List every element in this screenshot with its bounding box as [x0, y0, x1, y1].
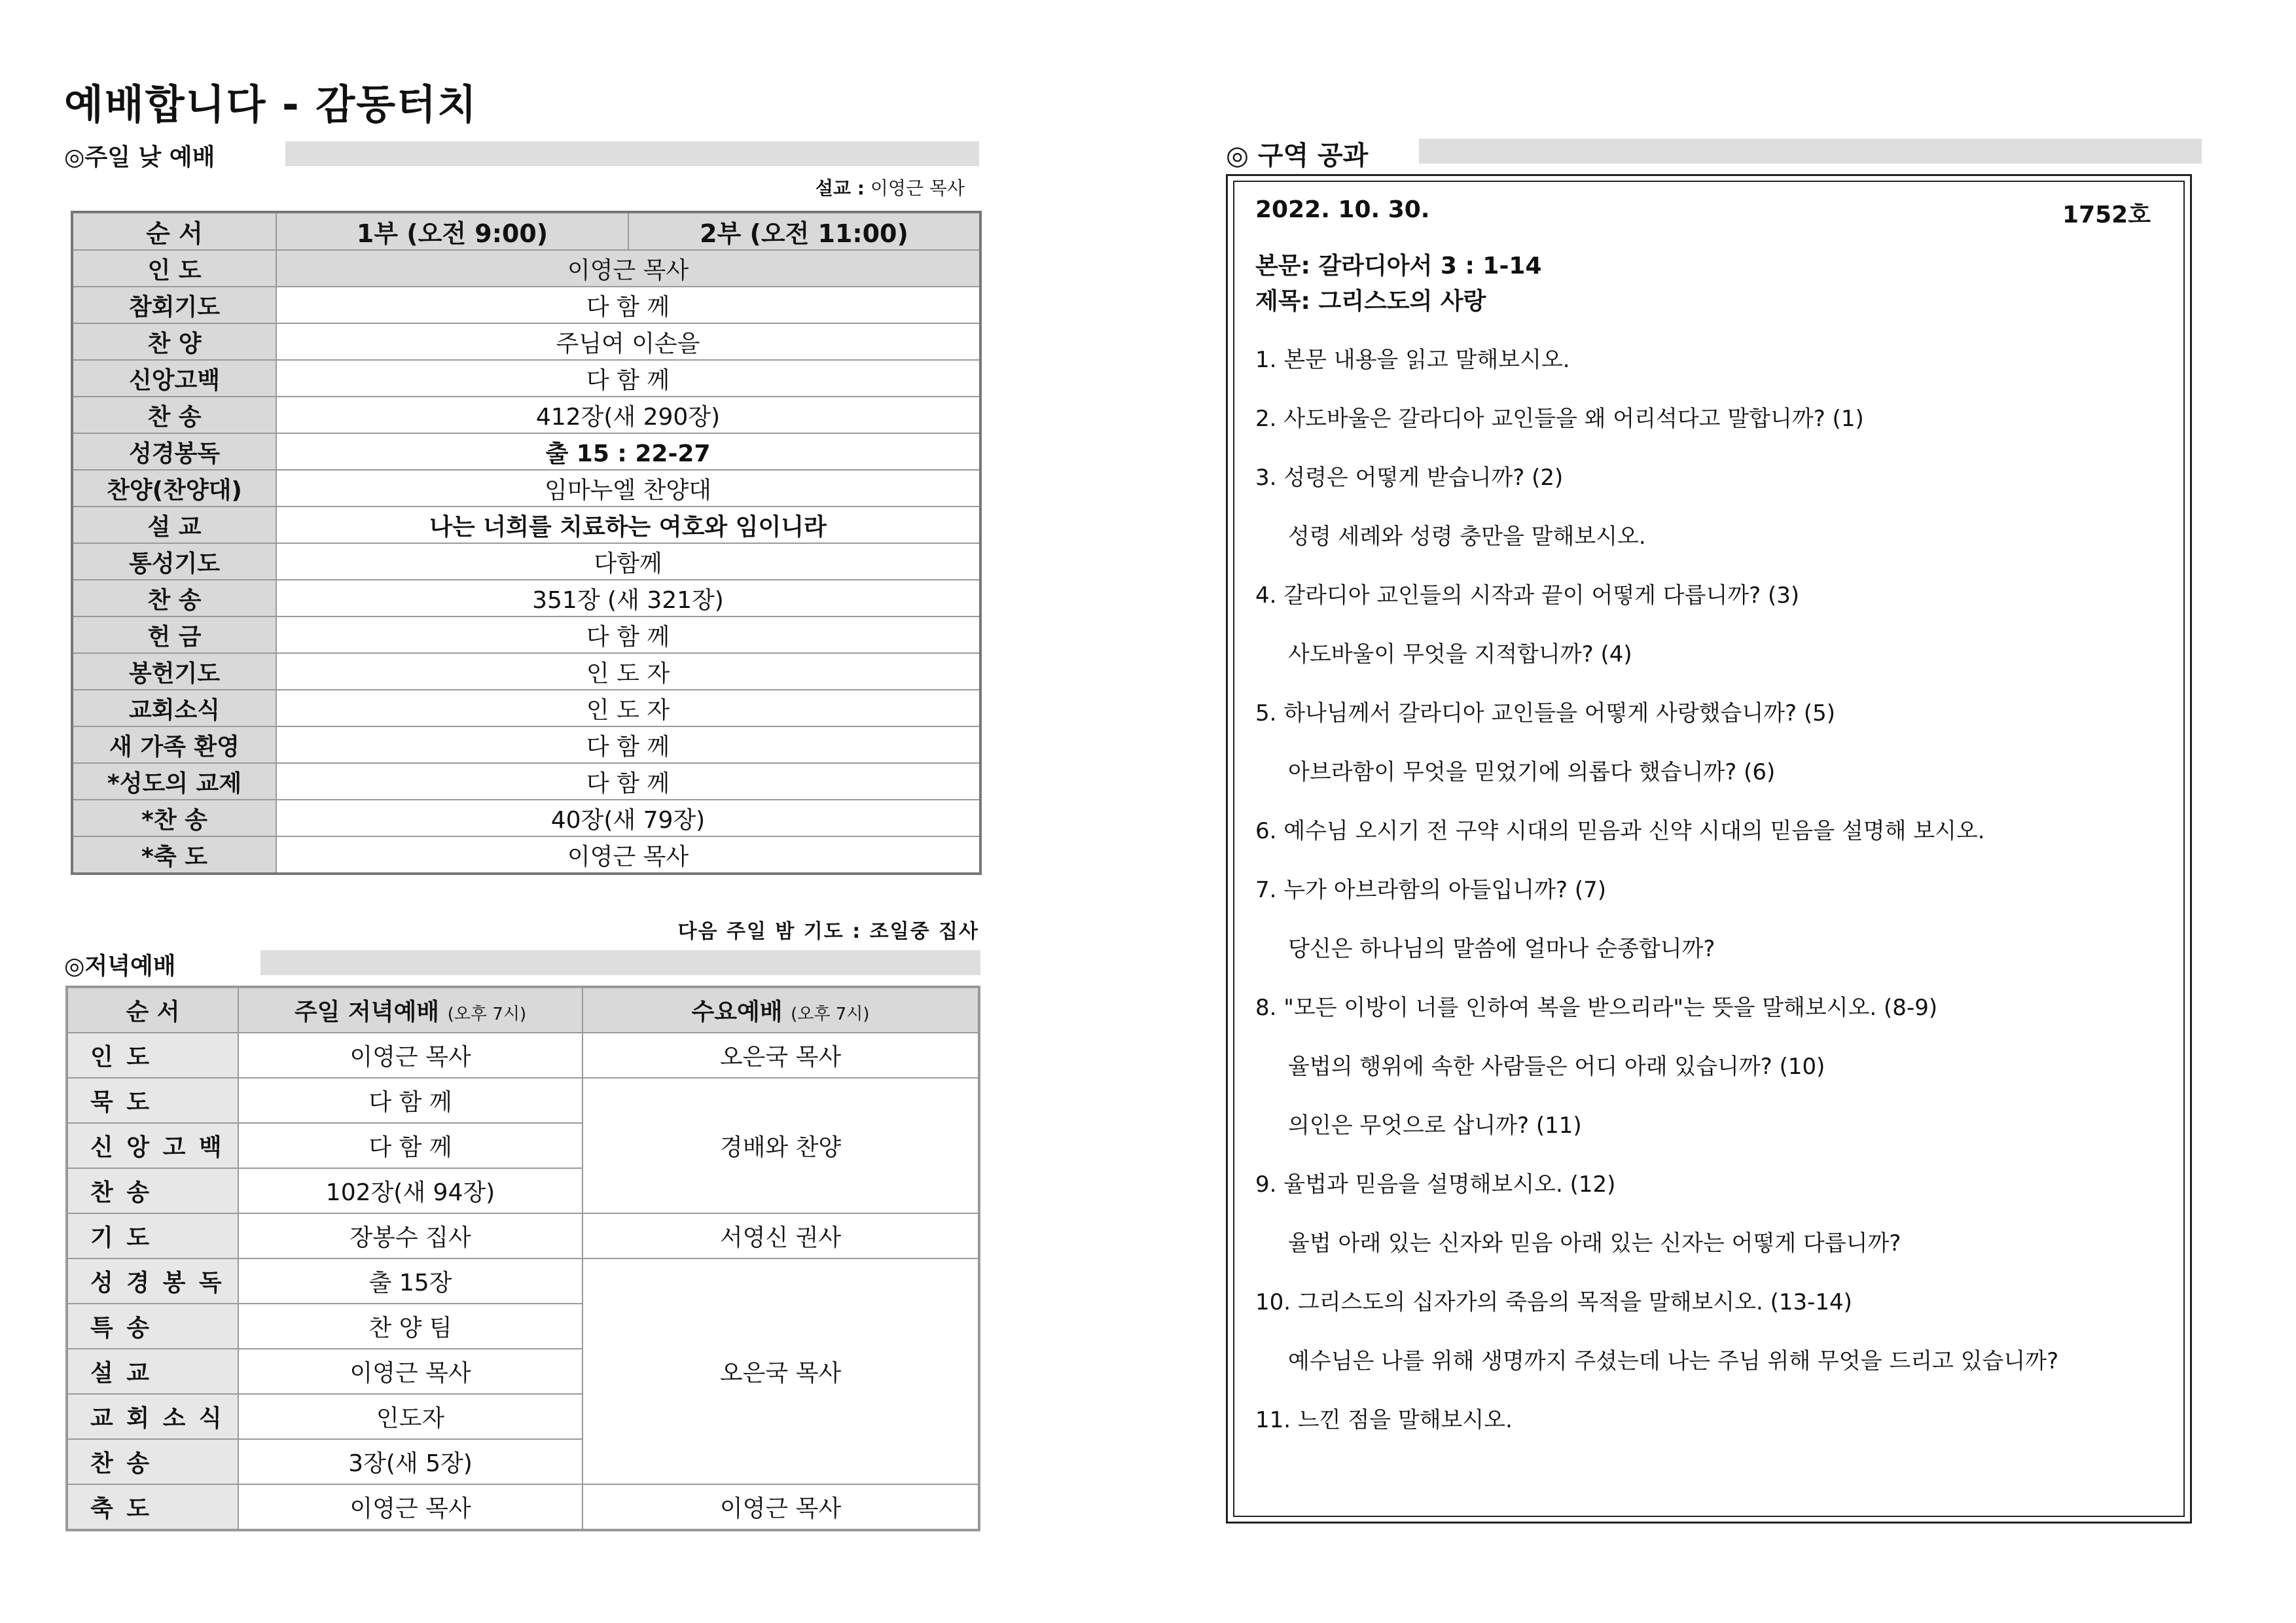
- question-subitem: 사도바울이 무엇을 지적합니까? (4): [1288, 641, 1632, 668]
- row-value: 임마누엘 찬양대: [276, 470, 980, 507]
- header-order: 순 서: [72, 212, 276, 250]
- question-item: 8. "모든 이방이 너를 인하여 복을 받으리라"는 뜻을 말해보시오. (8-9): [1255, 995, 1938, 1021]
- table-row: [67, 1258, 979, 1304]
- row-label: 참회기도: [72, 287, 276, 323]
- table-row: [72, 323, 980, 360]
- row-value: 이영근 목사: [276, 250, 980, 287]
- question-item: 3. 성령은 어떻게 받습니까? (2): [1255, 465, 1564, 491]
- preacher-label: 설교 :: [815, 177, 865, 199]
- question-item: 2. 사도바울은 갈라디아 교인들을 왜 어리석다고 말합니까? (1): [1255, 406, 1864, 432]
- row-sunday-value: 이영근 목사: [238, 1484, 583, 1530]
- row-value: 이영근 목사: [276, 836, 980, 874]
- row-sunday-value: 인도자: [238, 1394, 583, 1439]
- row-label: 교회소식: [72, 690, 276, 726]
- table-row: [72, 836, 980, 874]
- row-value: 주님여 이손을: [276, 323, 980, 360]
- row-value: 출 15 : 22-27: [276, 433, 980, 470]
- row-value: 351장 (새 321장): [276, 580, 980, 616]
- next-sunday-prayer: 다음 주일 밤 기도 : 조일중 집사: [677, 920, 979, 943]
- table-row: [67, 1078, 979, 1123]
- table-row: [72, 287, 980, 323]
- row-sunday-value: 102장(새 94장): [238, 1168, 583, 1213]
- table-row: [72, 507, 980, 543]
- row-label: 묵 도: [67, 1078, 238, 1123]
- row-label: 특 송: [67, 1304, 238, 1349]
- question-subitem: 율법의 행위에 속한 사람들은 어디 아래 있습니까? (10): [1288, 1054, 1825, 1080]
- row-sunday-value: 3장(새 5장): [238, 1439, 583, 1484]
- question-item: 4. 갈라디아 교인들의 시작과 끝이 어떻게 다릅니까? (3): [1255, 582, 1800, 609]
- row-label: 기 도: [67, 1213, 238, 1258]
- row-label: 찬 송: [67, 1439, 238, 1484]
- question-item: 7. 누가 아브라함의 아들입니까? (7): [1255, 877, 1607, 903]
- row-label: 성 경 봉 독: [67, 1258, 238, 1304]
- table-header-row: [72, 212, 980, 250]
- table-row: [72, 470, 980, 507]
- row-label: 교 회 소 식: [67, 1394, 238, 1439]
- table-row: [72, 360, 980, 397]
- row-label: *축 도: [72, 836, 276, 874]
- row-value: 인 도 자: [276, 653, 980, 690]
- row-label: 인 도: [72, 250, 276, 287]
- section-divider-bar: [1419, 139, 2202, 164]
- preacher-name: 이영근 목사: [870, 177, 965, 199]
- table-row: [72, 763, 980, 800]
- table-row: [72, 580, 980, 616]
- table-row: [72, 800, 980, 836]
- question-subitem: 의인은 무엇으로 삽니까? (11): [1288, 1113, 1582, 1139]
- row-wednesday-value: 서영신 권사: [583, 1213, 979, 1258]
- table-row: [67, 1213, 979, 1258]
- row-sunday-value: 이영근 목사: [238, 1349, 583, 1394]
- row-sunday-value: 다 함 께: [238, 1078, 583, 1123]
- row-value: 인 도 자: [276, 690, 980, 726]
- row-label: 찬 양: [72, 323, 276, 360]
- table-row: [72, 653, 980, 690]
- question-subitem: 성령 세례와 성령 충만을 말해보시오.: [1288, 524, 1646, 550]
- table-row: [67, 1033, 979, 1078]
- header-wednesday: [583, 987, 979, 1033]
- table-row: [72, 397, 980, 433]
- header-wednesday-time: (오후 7시): [791, 1005, 870, 1024]
- row-label: 찬 송: [67, 1168, 238, 1213]
- row-label: 통성기도: [72, 543, 276, 580]
- row-sunday-value: 다 함 께: [238, 1123, 583, 1168]
- header-sunday-evening: [238, 987, 583, 1033]
- row-label: 성경봉독: [72, 433, 276, 470]
- table-row: [72, 433, 980, 470]
- question-item: 1. 본문 내용을 읽고 말해보시오.: [1255, 347, 1570, 373]
- lesson-subject: 제목: 그리스도의 사랑: [1255, 288, 1486, 315]
- row-wednesday-value: 오은국 목사: [583, 1258, 979, 1484]
- question-subitem: 당신은 하나님의 말씀에 얼마나 순종합니까?: [1288, 936, 1715, 962]
- question-subitem: 아브라함이 무엇을 믿었기에 의롭다 했습니까? (6): [1288, 759, 1776, 785]
- table-row: [67, 1484, 979, 1530]
- question-item: 11. 느낀 점을 말해보시오.: [1255, 1407, 1513, 1433]
- question-subitem: 율법 아래 있는 신자와 믿음 아래 있는 신자는 어떻게 다릅니까?: [1288, 1230, 1901, 1257]
- row-value: 다함께: [276, 543, 980, 580]
- evening-worship-heading: ◎저녁예배: [64, 953, 176, 980]
- row-label: 찬양(찬양대): [72, 470, 276, 507]
- sunday-order-table: [71, 211, 982, 875]
- question-item: 9. 율법과 믿음을 설명해보시오. (12): [1255, 1171, 1616, 1198]
- row-sunday-value: 장봉수 집사: [238, 1213, 583, 1258]
- row-value: 412장(새 290장): [276, 397, 980, 433]
- question-subitem: 예수님은 나를 위해 생명까지 주셨는데 나는 주님 위해 무엇을 드리고 있습니까?: [1288, 1348, 2059, 1374]
- table-row: [72, 616, 980, 653]
- row-wednesday-value: 경배와 찬양: [583, 1078, 979, 1213]
- row-label: 찬 송: [72, 580, 276, 616]
- row-wednesday-value: 이영근 목사: [583, 1484, 979, 1530]
- row-label: 신앙고백: [72, 360, 276, 397]
- page-title: 예배합니다 - 감동터치: [64, 80, 478, 128]
- lesson-scripture: 본문: 갈라디아서 3 : 1-14: [1255, 253, 1542, 279]
- section-divider-bar: [260, 950, 980, 975]
- row-wednesday-value: 오은국 목사: [583, 1033, 979, 1078]
- row-label: 봉헌기도: [72, 653, 276, 690]
- row-sunday-value: 이영근 목사: [238, 1033, 583, 1078]
- header-wednesday-label: 수요예배: [691, 999, 783, 1026]
- table-row: [72, 543, 980, 580]
- row-label: 새 가족 환영: [72, 726, 276, 763]
- section-divider-bar: [285, 141, 979, 166]
- lesson-heading: ◎ 구역 공과: [1226, 141, 1369, 171]
- sermon-preacher: [816, 174, 965, 200]
- row-label: 설 교: [72, 507, 276, 543]
- row-label: 신 앙 고 백: [67, 1123, 238, 1168]
- row-label: 헌 금: [72, 616, 276, 653]
- table-row: [72, 726, 980, 763]
- table-row: [72, 250, 980, 287]
- row-value: 다 함 께: [276, 726, 980, 763]
- question-item: 6. 예수님 오시기 전 구약 시대의 믿음과 신약 시대의 믿음을 설명해 보시오.: [1255, 818, 1985, 844]
- question-item: 5. 하나님께서 갈라디아 교인들을 어떻게 사랑했습니까? (5): [1255, 700, 1836, 726]
- table-row: [72, 690, 980, 726]
- row-value: 다 함 께: [276, 763, 980, 800]
- header-first-service: 1부 (오전 9:00): [276, 212, 628, 250]
- row-label: 찬 송: [72, 397, 276, 433]
- row-value: 다 함 께: [276, 287, 980, 323]
- row-label: *찬 송: [72, 800, 276, 836]
- row-sunday-value: 찬 양 팀: [238, 1304, 583, 1349]
- row-value: 다 함 께: [276, 360, 980, 397]
- header-sunday-evening-label: 주일 저녁예배: [294, 999, 440, 1026]
- lesson-date: 2022. 10. 30.: [1255, 196, 1430, 223]
- lesson-box: [1233, 181, 2185, 1517]
- table-header-row: [67, 987, 979, 1033]
- question-item: 10. 그리스도의 십자가의 죽음의 목적을 말해보시오. (13-14): [1255, 1289, 1852, 1315]
- row-value: 다 함 께: [276, 616, 980, 653]
- row-sunday-value: 출 15장: [238, 1258, 583, 1304]
- header-second-service: 2부 (오전 11:00): [628, 212, 980, 250]
- row-label: 설 교: [67, 1349, 238, 1394]
- header-order: 순 서: [67, 987, 238, 1033]
- header-sunday-evening-time: (오후 7시): [447, 1005, 527, 1024]
- sunday-worship-heading: ◎주일 낮 예배: [64, 144, 215, 171]
- row-value: 40장(새 79장): [276, 800, 980, 836]
- row-label: 축 도: [67, 1484, 238, 1530]
- issue-number: 1752호: [2062, 202, 2151, 228]
- sermon-title: 나는 너희를 치료하는 여호와 임이니라: [276, 507, 980, 543]
- evening-order-table: [65, 986, 980, 1531]
- row-label: 인 도: [67, 1033, 238, 1078]
- row-label: *성도의 교제: [72, 763, 276, 800]
